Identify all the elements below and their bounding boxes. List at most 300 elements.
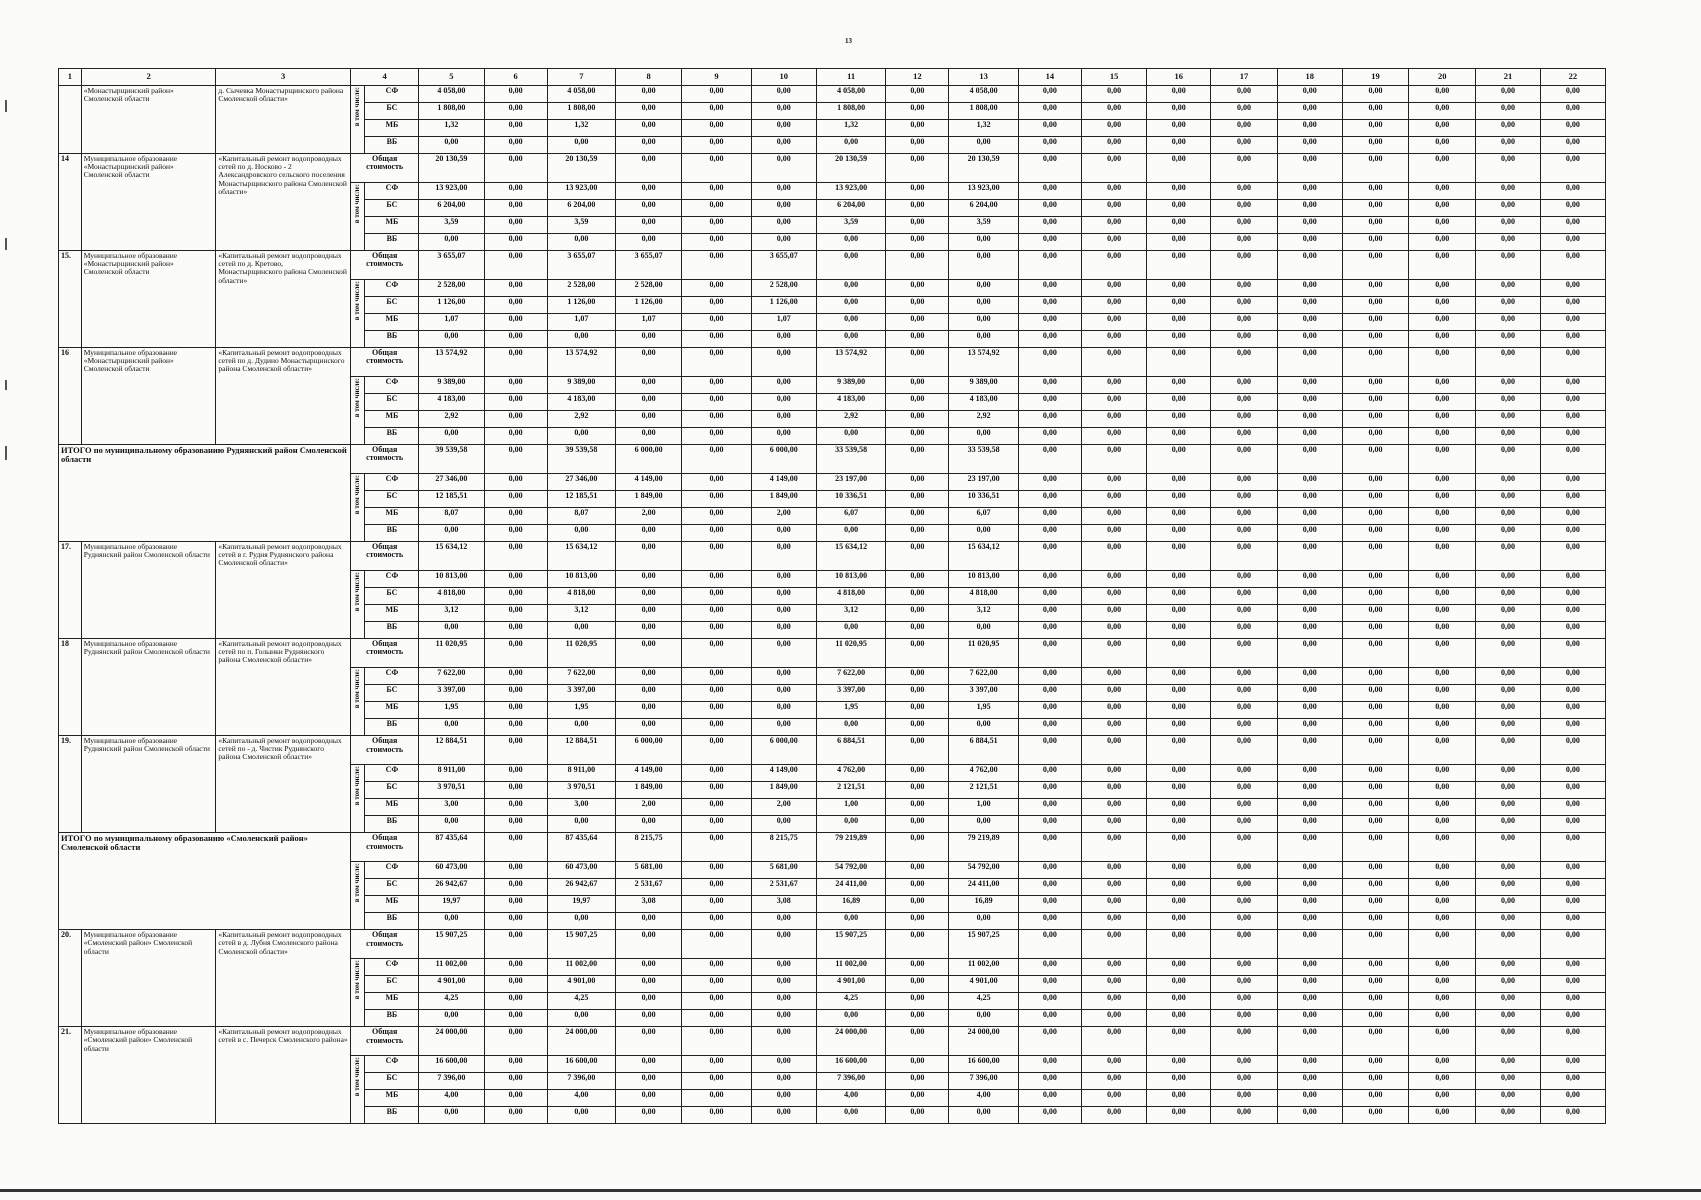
value-cell: 0,00 bbox=[1147, 85, 1211, 102]
project-description: «Капитальный ремонт водопроводных сетей по д. Дудино Монастырщинского района Смоленской области» bbox=[216, 347, 351, 444]
value-cell: 3,00 bbox=[419, 798, 484, 815]
value-cell: 0,00 bbox=[1211, 296, 1277, 313]
value-cell: 0,00 bbox=[949, 524, 1018, 541]
value-cell: 0,00 bbox=[1342, 250, 1408, 279]
value-cell: 0,00 bbox=[1277, 410, 1342, 427]
value-cell: 0,00 bbox=[1476, 992, 1540, 1009]
value-cell: 0,00 bbox=[1540, 668, 1605, 685]
value-cell: 0,00 bbox=[1147, 1026, 1211, 1055]
value-cell: 0,00 bbox=[1540, 975, 1605, 992]
value-cell: 0,00 bbox=[1476, 541, 1540, 570]
value-cell: 0,00 bbox=[1147, 975, 1211, 992]
column-number-header: 4 bbox=[350, 69, 418, 86]
funding-source-label: СФ bbox=[365, 765, 419, 782]
value-cell: 3,12 bbox=[816, 604, 885, 621]
value-cell: 0,00 bbox=[1018, 638, 1081, 667]
value-cell: 0,00 bbox=[1409, 119, 1476, 136]
value-cell: 26 942,67 bbox=[419, 878, 484, 895]
value-cell: 1 849,00 bbox=[751, 781, 816, 798]
funding-label: Общая стоимость bbox=[350, 929, 418, 958]
value-cell: 0,00 bbox=[682, 427, 751, 444]
value-cell: 0,00 bbox=[682, 250, 751, 279]
value-cell: 16 600,00 bbox=[816, 1056, 885, 1073]
funding-source-label: СФ bbox=[365, 862, 419, 879]
value-cell: 1,00 bbox=[949, 798, 1018, 815]
value-cell: 0,00 bbox=[1277, 912, 1342, 929]
value-cell: 0,00 bbox=[886, 250, 949, 279]
funding-source-label: БС bbox=[365, 587, 419, 604]
value-cell: 4,25 bbox=[816, 992, 885, 1009]
value-cell: 0,00 bbox=[682, 410, 751, 427]
funding-source-label: БС bbox=[365, 878, 419, 895]
value-cell: 33 539,58 bbox=[816, 444, 885, 473]
value-cell: 0,00 bbox=[1540, 102, 1605, 119]
value-cell: 0,00 bbox=[1540, 473, 1605, 490]
value-cell: 79 219,89 bbox=[949, 832, 1018, 861]
value-cell: 0,00 bbox=[751, 376, 816, 393]
value-cell: 0,00 bbox=[682, 136, 751, 153]
value-cell: 0,00 bbox=[484, 959, 547, 976]
value-cell: 0,00 bbox=[816, 427, 885, 444]
value-cell: 0,00 bbox=[1147, 182, 1211, 199]
value-cell: 0,00 bbox=[1476, 444, 1540, 473]
value-cell: 4 149,00 bbox=[616, 765, 682, 782]
value-cell: 8 911,00 bbox=[419, 765, 484, 782]
value-cell: 0,00 bbox=[1018, 929, 1081, 958]
value-cell: 0,00 bbox=[1409, 393, 1476, 410]
value-cell: 0,00 bbox=[682, 765, 751, 782]
value-cell: 0,00 bbox=[1211, 444, 1277, 473]
value-cell: 0,00 bbox=[1018, 250, 1081, 279]
value-cell: 0,00 bbox=[1018, 1026, 1081, 1055]
value-cell: 0,00 bbox=[1277, 587, 1342, 604]
value-cell: 0,00 bbox=[419, 524, 484, 541]
value-cell: 0,00 bbox=[1081, 992, 1146, 1009]
value-cell: 0,00 bbox=[1409, 313, 1476, 330]
value-cell: 0,00 bbox=[682, 684, 751, 701]
value-cell: 0,00 bbox=[1211, 136, 1277, 153]
column-number-header: 5 bbox=[419, 69, 484, 86]
value-cell: 0,00 bbox=[751, 621, 816, 638]
value-cell: 0,00 bbox=[1540, 85, 1605, 102]
value-cell: 3 655,07 bbox=[419, 250, 484, 279]
value-cell: 0,00 bbox=[751, 410, 816, 427]
funding-source-label: МБ bbox=[365, 992, 419, 1009]
funding-label: Общая стоимость bbox=[350, 638, 418, 667]
value-cell: 0,00 bbox=[1409, 330, 1476, 347]
binding-mark bbox=[5, 100, 7, 112]
value-cell: 0,00 bbox=[1018, 604, 1081, 621]
funding-label: Общая стоимость bbox=[350, 832, 418, 861]
value-cell: 2,00 bbox=[616, 507, 682, 524]
value-cell: 0,00 bbox=[484, 1009, 547, 1026]
value-cell: 0,00 bbox=[1342, 571, 1408, 588]
value-cell: 0,00 bbox=[616, 216, 682, 233]
value-cell: 0,00 bbox=[1540, 410, 1605, 427]
value-cell: 0,00 bbox=[547, 912, 615, 929]
value-cell: 0,00 bbox=[419, 621, 484, 638]
value-cell: 0,00 bbox=[1147, 878, 1211, 895]
value-cell: 0,00 bbox=[1211, 524, 1277, 541]
value-cell: 20 130,59 bbox=[419, 153, 484, 182]
value-cell: 0,00 bbox=[886, 975, 949, 992]
value-cell: 0,00 bbox=[1147, 1056, 1211, 1073]
funding-source-label: ВБ bbox=[365, 621, 419, 638]
value-cell: 9 389,00 bbox=[547, 376, 615, 393]
value-cell: 0,00 bbox=[1277, 427, 1342, 444]
value-cell: 0,00 bbox=[949, 718, 1018, 735]
value-cell: 0,00 bbox=[949, 1106, 1018, 1123]
value-cell: 4 149,00 bbox=[616, 473, 682, 490]
value-cell: 0,00 bbox=[1211, 638, 1277, 667]
value-cell: 0,00 bbox=[1018, 765, 1081, 782]
column-number-header: 22 bbox=[1540, 69, 1605, 86]
value-cell: 0,00 bbox=[1277, 296, 1342, 313]
value-cell: 12 884,51 bbox=[547, 735, 615, 764]
value-cell: 0,00 bbox=[1211, 85, 1277, 102]
value-cell: 0,00 bbox=[1018, 393, 1081, 410]
value-cell: 39 539,58 bbox=[419, 444, 484, 473]
value-cell: 0,00 bbox=[1211, 878, 1277, 895]
value-cell: 0,00 bbox=[1147, 393, 1211, 410]
value-cell: 3,12 bbox=[949, 604, 1018, 621]
value-cell: 0,00 bbox=[1540, 895, 1605, 912]
funding-source-label: СФ bbox=[365, 279, 419, 296]
value-cell: 0,00 bbox=[1018, 376, 1081, 393]
value-cell: 6 204,00 bbox=[547, 199, 615, 216]
value-cell: 0,00 bbox=[886, 473, 949, 490]
value-cell: 0,00 bbox=[1409, 347, 1476, 376]
value-cell: 0,00 bbox=[751, 119, 816, 136]
value-cell: 0,00 bbox=[1211, 912, 1277, 929]
value-cell: 0,00 bbox=[1277, 490, 1342, 507]
value-cell: 0,00 bbox=[886, 347, 949, 376]
value-cell: 0,00 bbox=[1277, 992, 1342, 1009]
value-cell: 0,00 bbox=[682, 701, 751, 718]
in-which-label-cell bbox=[350, 668, 364, 736]
value-cell: 0,00 bbox=[1211, 992, 1277, 1009]
value-cell: 0,00 bbox=[682, 781, 751, 798]
value-cell: 0,00 bbox=[1018, 507, 1081, 524]
value-cell: 0,00 bbox=[1277, 153, 1342, 182]
page-bottom-rule bbox=[0, 1189, 1701, 1192]
value-cell: 0,00 bbox=[1277, 1089, 1342, 1106]
value-cell: 0,00 bbox=[1081, 199, 1146, 216]
value-cell: 0,00 bbox=[616, 975, 682, 992]
value-cell: 0,00 bbox=[751, 182, 816, 199]
value-cell: 0,00 bbox=[1147, 815, 1211, 832]
value-cell: 0,00 bbox=[484, 684, 547, 701]
value-cell: 0,00 bbox=[1211, 216, 1277, 233]
value-cell: 0,00 bbox=[1211, 929, 1277, 958]
value-cell: 0,00 bbox=[1147, 296, 1211, 313]
value-cell: 0,00 bbox=[1342, 524, 1408, 541]
value-cell: 0,00 bbox=[1409, 153, 1476, 182]
value-cell: 0,00 bbox=[1211, 701, 1277, 718]
value-cell: 0,00 bbox=[1277, 102, 1342, 119]
value-cell: 0,00 bbox=[682, 832, 751, 861]
value-cell: 0,00 bbox=[1342, 895, 1408, 912]
value-cell: 0,00 bbox=[1277, 119, 1342, 136]
in-which-label-cell bbox=[350, 1056, 364, 1124]
value-cell: 0,00 bbox=[886, 832, 949, 861]
item-number bbox=[59, 85, 82, 153]
value-cell: 0,00 bbox=[886, 1106, 949, 1123]
value-cell: 0,00 bbox=[1018, 1106, 1081, 1123]
value-cell: 0,00 bbox=[682, 153, 751, 182]
value-cell: 0,00 bbox=[682, 541, 751, 570]
value-cell: 0,00 bbox=[886, 524, 949, 541]
value-cell: 0,00 bbox=[419, 1106, 484, 1123]
value-cell: 0,00 bbox=[751, 1009, 816, 1026]
value-cell: 0,00 bbox=[1081, 1106, 1146, 1123]
value-cell: 0,00 bbox=[1342, 393, 1408, 410]
value-cell: 0,00 bbox=[949, 1009, 1018, 1026]
value-cell: 0,00 bbox=[484, 524, 547, 541]
value-cell: 0,00 bbox=[1476, 393, 1540, 410]
value-cell: 0,00 bbox=[1277, 701, 1342, 718]
value-cell: 0,00 bbox=[1147, 929, 1211, 958]
item-number: 17. bbox=[59, 541, 82, 638]
value-cell: 0,00 bbox=[1540, 1106, 1605, 1123]
value-cell: 0,00 bbox=[1081, 153, 1146, 182]
value-cell: 0,00 bbox=[1409, 701, 1476, 718]
value-cell: 0,00 bbox=[1211, 473, 1277, 490]
in-which-label-cell bbox=[350, 959, 364, 1027]
value-cell: 0,00 bbox=[1147, 798, 1211, 815]
value-cell: 4 183,00 bbox=[949, 393, 1018, 410]
value-cell: 0,00 bbox=[419, 427, 484, 444]
value-cell: 0,00 bbox=[751, 604, 816, 621]
value-cell: 0,00 bbox=[1540, 330, 1605, 347]
value-cell: 0,00 bbox=[1081, 541, 1146, 570]
value-cell: 0,00 bbox=[816, 524, 885, 541]
value-cell: 0,00 bbox=[1342, 473, 1408, 490]
value-cell: 0,00 bbox=[1476, 684, 1540, 701]
value-cell: 0,00 bbox=[886, 815, 949, 832]
value-cell: 0,00 bbox=[751, 153, 816, 182]
value-cell: 0,00 bbox=[616, 427, 682, 444]
value-cell: 6,07 bbox=[816, 507, 885, 524]
value-cell: 0,00 bbox=[1018, 975, 1081, 992]
value-cell: 0,00 bbox=[1409, 490, 1476, 507]
value-cell: 0,00 bbox=[682, 735, 751, 764]
funding-source-label: ВБ bbox=[365, 815, 419, 832]
value-cell: 0,00 bbox=[616, 684, 682, 701]
value-cell: 0,00 bbox=[1342, 1026, 1408, 1055]
value-cell: 0,00 bbox=[1211, 959, 1277, 976]
value-cell: 0,00 bbox=[1409, 832, 1476, 861]
value-cell: 0,00 bbox=[1211, 153, 1277, 182]
in-which-label: в том числе: bbox=[352, 377, 361, 418]
value-cell: 0,00 bbox=[1018, 798, 1081, 815]
value-cell: 2,00 bbox=[616, 798, 682, 815]
value-cell: 0,00 bbox=[419, 912, 484, 929]
value-cell: 0,00 bbox=[1018, 832, 1081, 861]
value-cell: 0,00 bbox=[1018, 1073, 1081, 1090]
value-cell: 0,00 bbox=[484, 781, 547, 798]
value-cell: 6 000,00 bbox=[616, 444, 682, 473]
value-cell: 0,00 bbox=[682, 490, 751, 507]
value-cell: 0,00 bbox=[484, 1073, 547, 1090]
value-cell: 0,00 bbox=[1409, 604, 1476, 621]
value-cell: 11 002,00 bbox=[419, 959, 484, 976]
value-cell: 0,00 bbox=[1476, 1056, 1540, 1073]
value-cell: 3,59 bbox=[547, 216, 615, 233]
value-cell: 0,00 bbox=[886, 587, 949, 604]
value-cell: 0,00 bbox=[682, 216, 751, 233]
value-cell: 0,00 bbox=[1081, 410, 1146, 427]
value-cell: 0,00 bbox=[886, 233, 949, 250]
value-cell: 15 634,12 bbox=[547, 541, 615, 570]
value-cell: 0,00 bbox=[1211, 815, 1277, 832]
value-cell: 0,00 bbox=[886, 136, 949, 153]
project-description: д. Сычевка Монастырщинского района Смоленской области» bbox=[216, 85, 351, 153]
value-cell: 0,00 bbox=[616, 1089, 682, 1106]
in-which-label: в том числе: bbox=[352, 960, 361, 1000]
value-cell: 0,00 bbox=[751, 684, 816, 701]
value-cell: 0,00 bbox=[1342, 330, 1408, 347]
value-cell: 0,00 bbox=[1147, 490, 1211, 507]
value-cell: 0,00 bbox=[1476, 410, 1540, 427]
value-cell: 0,00 bbox=[1409, 1056, 1476, 1073]
value-cell: 0,00 bbox=[1018, 524, 1081, 541]
value-cell: 0,00 bbox=[1476, 571, 1540, 588]
value-cell: 0,00 bbox=[1342, 718, 1408, 735]
value-cell: 0,00 bbox=[1147, 376, 1211, 393]
binding-mark bbox=[5, 446, 7, 460]
item-number: 21. bbox=[59, 1026, 82, 1123]
value-cell: 0,00 bbox=[682, 912, 751, 929]
value-cell: 0,00 bbox=[1409, 862, 1476, 879]
value-cell: 0,00 bbox=[1147, 1009, 1211, 1026]
value-cell: 0,00 bbox=[1147, 250, 1211, 279]
table-row bbox=[59, 541, 1606, 570]
value-cell: 3 397,00 bbox=[419, 684, 484, 701]
value-cell: 0,00 bbox=[682, 393, 751, 410]
value-cell: 0,00 bbox=[949, 279, 1018, 296]
value-cell: 4 762,00 bbox=[949, 765, 1018, 782]
value-cell: 0,00 bbox=[1540, 765, 1605, 782]
value-cell: 0,00 bbox=[484, 347, 547, 376]
value-cell: 0,00 bbox=[1540, 735, 1605, 764]
value-cell: 0,00 bbox=[1540, 621, 1605, 638]
value-cell: 0,00 bbox=[1409, 1009, 1476, 1026]
value-cell: 0,00 bbox=[816, 621, 885, 638]
value-cell: 4 058,00 bbox=[816, 85, 885, 102]
value-cell: 0,00 bbox=[616, 638, 682, 667]
value-cell: 0,00 bbox=[682, 473, 751, 490]
value-cell: 0,00 bbox=[1342, 136, 1408, 153]
value-cell: 0,00 bbox=[1081, 1073, 1146, 1090]
value-cell: 0,00 bbox=[1081, 393, 1146, 410]
value-cell: 0,00 bbox=[1147, 701, 1211, 718]
funding-source-label: БС bbox=[365, 684, 419, 701]
value-cell: 0,00 bbox=[1277, 638, 1342, 667]
value-cell: 0,00 bbox=[547, 1106, 615, 1123]
value-cell: 79 219,89 bbox=[816, 832, 885, 861]
value-cell: 0,00 bbox=[1277, 1009, 1342, 1026]
value-cell: 0,00 bbox=[1277, 765, 1342, 782]
value-cell: 0,00 bbox=[1277, 541, 1342, 570]
value-cell: 0,00 bbox=[1342, 347, 1408, 376]
value-cell: 0,00 bbox=[1540, 587, 1605, 604]
value-cell: 3 655,07 bbox=[751, 250, 816, 279]
funding-label: Общая стоимость bbox=[350, 735, 418, 764]
value-cell: 9 389,00 bbox=[816, 376, 885, 393]
item-number: 19. bbox=[59, 735, 82, 832]
value-cell: 0,00 bbox=[949, 233, 1018, 250]
value-cell: 15 634,12 bbox=[419, 541, 484, 570]
value-cell: 0,00 bbox=[1409, 959, 1476, 976]
value-cell: 0,00 bbox=[886, 862, 949, 879]
in-which-label: в том числе: bbox=[352, 766, 361, 806]
value-cell: 0,00 bbox=[1018, 1009, 1081, 1026]
funding-source-label: БС bbox=[365, 393, 419, 410]
value-cell: 0,00 bbox=[1018, 119, 1081, 136]
value-cell: 0,00 bbox=[682, 815, 751, 832]
value-cell: 0,00 bbox=[1476, 427, 1540, 444]
value-cell: 0,00 bbox=[682, 102, 751, 119]
value-cell: 0,00 bbox=[1476, 199, 1540, 216]
value-cell: 0,00 bbox=[1342, 182, 1408, 199]
value-cell: 11 020,95 bbox=[816, 638, 885, 667]
value-cell: 12 185,51 bbox=[419, 490, 484, 507]
value-cell: 0,00 bbox=[1211, 1073, 1277, 1090]
value-cell: 0,00 bbox=[1342, 1089, 1408, 1106]
value-cell: 0,00 bbox=[1018, 182, 1081, 199]
value-cell: 0,00 bbox=[1081, 604, 1146, 621]
value-cell: 0,00 bbox=[886, 507, 949, 524]
value-cell: 0,00 bbox=[1211, 621, 1277, 638]
value-cell: 0,00 bbox=[886, 313, 949, 330]
value-cell: 2,92 bbox=[547, 410, 615, 427]
value-cell: 2 528,00 bbox=[547, 279, 615, 296]
value-cell: 0,00 bbox=[1018, 279, 1081, 296]
value-cell: 0,00 bbox=[1540, 912, 1605, 929]
value-cell: 0,00 bbox=[419, 1009, 484, 1026]
value-cell: 0,00 bbox=[1211, 735, 1277, 764]
value-cell: 0,00 bbox=[1081, 895, 1146, 912]
value-cell: 0,00 bbox=[949, 250, 1018, 279]
funding-source-label: БС bbox=[365, 102, 419, 119]
value-cell: 0,00 bbox=[1342, 781, 1408, 798]
value-cell: 0,00 bbox=[1277, 507, 1342, 524]
value-cell: 0,00 bbox=[616, 1056, 682, 1073]
funding-source-label: БС bbox=[365, 490, 419, 507]
value-cell: 0,00 bbox=[1018, 1056, 1081, 1073]
value-cell: 24 411,00 bbox=[816, 878, 885, 895]
table-row bbox=[59, 929, 1606, 958]
value-cell: 16,89 bbox=[949, 895, 1018, 912]
value-cell: 0,00 bbox=[682, 604, 751, 621]
value-cell: 0,00 bbox=[886, 153, 949, 182]
value-cell: 0,00 bbox=[616, 541, 682, 570]
value-cell: 2 528,00 bbox=[751, 279, 816, 296]
value-cell: 0,00 bbox=[1476, 524, 1540, 541]
funding-source-label: СФ bbox=[365, 1056, 419, 1073]
value-cell: 3,59 bbox=[949, 216, 1018, 233]
value-cell: 0,00 bbox=[616, 815, 682, 832]
value-cell: 0,00 bbox=[484, 427, 547, 444]
value-cell: 0,00 bbox=[949, 296, 1018, 313]
value-cell: 0,00 bbox=[1211, 490, 1277, 507]
value-cell: 0,00 bbox=[751, 199, 816, 216]
value-cell: 0,00 bbox=[751, 216, 816, 233]
in-which-label-cell bbox=[350, 571, 364, 639]
value-cell: 0,00 bbox=[616, 85, 682, 102]
value-cell: 0,00 bbox=[484, 216, 547, 233]
